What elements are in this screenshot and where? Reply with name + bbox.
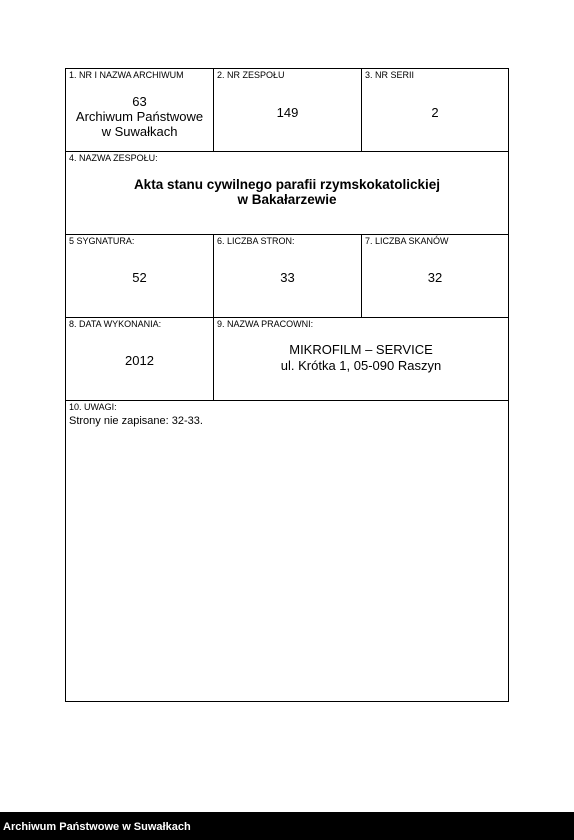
scans-count-cell — [362, 235, 508, 317]
pages-count-value: 33 — [280, 270, 295, 285]
workshop-name: MIKROFILM – SERVICE — [289, 342, 433, 357]
scans-count-label: 7. LICZBA SKANÓW — [365, 236, 449, 246]
fonds-name-line2: w Bakałarzewie — [237, 192, 337, 207]
series-number-label: 3. NR SERII — [365, 70, 415, 80]
notes-cell — [66, 401, 508, 701]
form-row-5 — [66, 401, 508, 701]
workshop-address: ul. Krótka 1, 05-090 Raszyn — [280, 358, 442, 373]
archive-cell — [66, 69, 214, 151]
scans-count-value: 32 — [427, 270, 443, 285]
archive-number: 63 — [132, 94, 147, 109]
date-made-cell — [66, 318, 214, 400]
archive-form — [65, 68, 509, 702]
series-number-value: 2 — [431, 105, 439, 120]
fonds-name-cell — [66, 152, 508, 234]
date-made-value: 2012 — [125, 353, 154, 368]
archive-name-line2: w Suwałkach — [101, 124, 178, 139]
date-made-label: 8. DATA WYKONANIA: — [69, 319, 162, 329]
signature-value: 52 — [132, 270, 147, 285]
form-row-3 — [66, 235, 508, 318]
pages-count-label: 6. LICZBA STRON: — [217, 236, 295, 246]
signature-label: 5 SYGNATURA: — [69, 236, 135, 246]
fonds-number-cell — [214, 69, 362, 151]
notes-label: 10. UWAGI: — [69, 402, 117, 412]
archive-name-line1: Archiwum Państwowe — [75, 109, 204, 124]
pages-count-cell — [214, 235, 362, 317]
fonds-number-label: 2. NR ZESPOŁU — [217, 70, 285, 80]
fonds-number-value: 149 — [276, 105, 299, 120]
notes-text: Strony nie zapisane: 32-33. — [69, 415, 203, 427]
footer-archive-name: Archiwum Państwowe w Suwałkach — [3, 821, 191, 833]
form-row-2 — [66, 152, 508, 235]
workshop-cell — [214, 318, 508, 400]
form-row-1 — [66, 69, 508, 152]
signature-cell — [66, 235, 214, 317]
fonds-name-line1: Akta stanu cywilnego parafii rzymskokatolickiej — [133, 177, 441, 192]
form-row-4 — [66, 318, 508, 401]
archive-label: 1. NR I NAZWA ARCHIWUM — [69, 70, 184, 80]
footer-bar — [0, 812, 574, 840]
series-number-cell — [362, 69, 508, 151]
fonds-name-label: 4. NAZWA ZESPOŁU: — [69, 153, 158, 163]
workshop-label: 9. NAZWA PRACOWNI: — [217, 319, 314, 329]
